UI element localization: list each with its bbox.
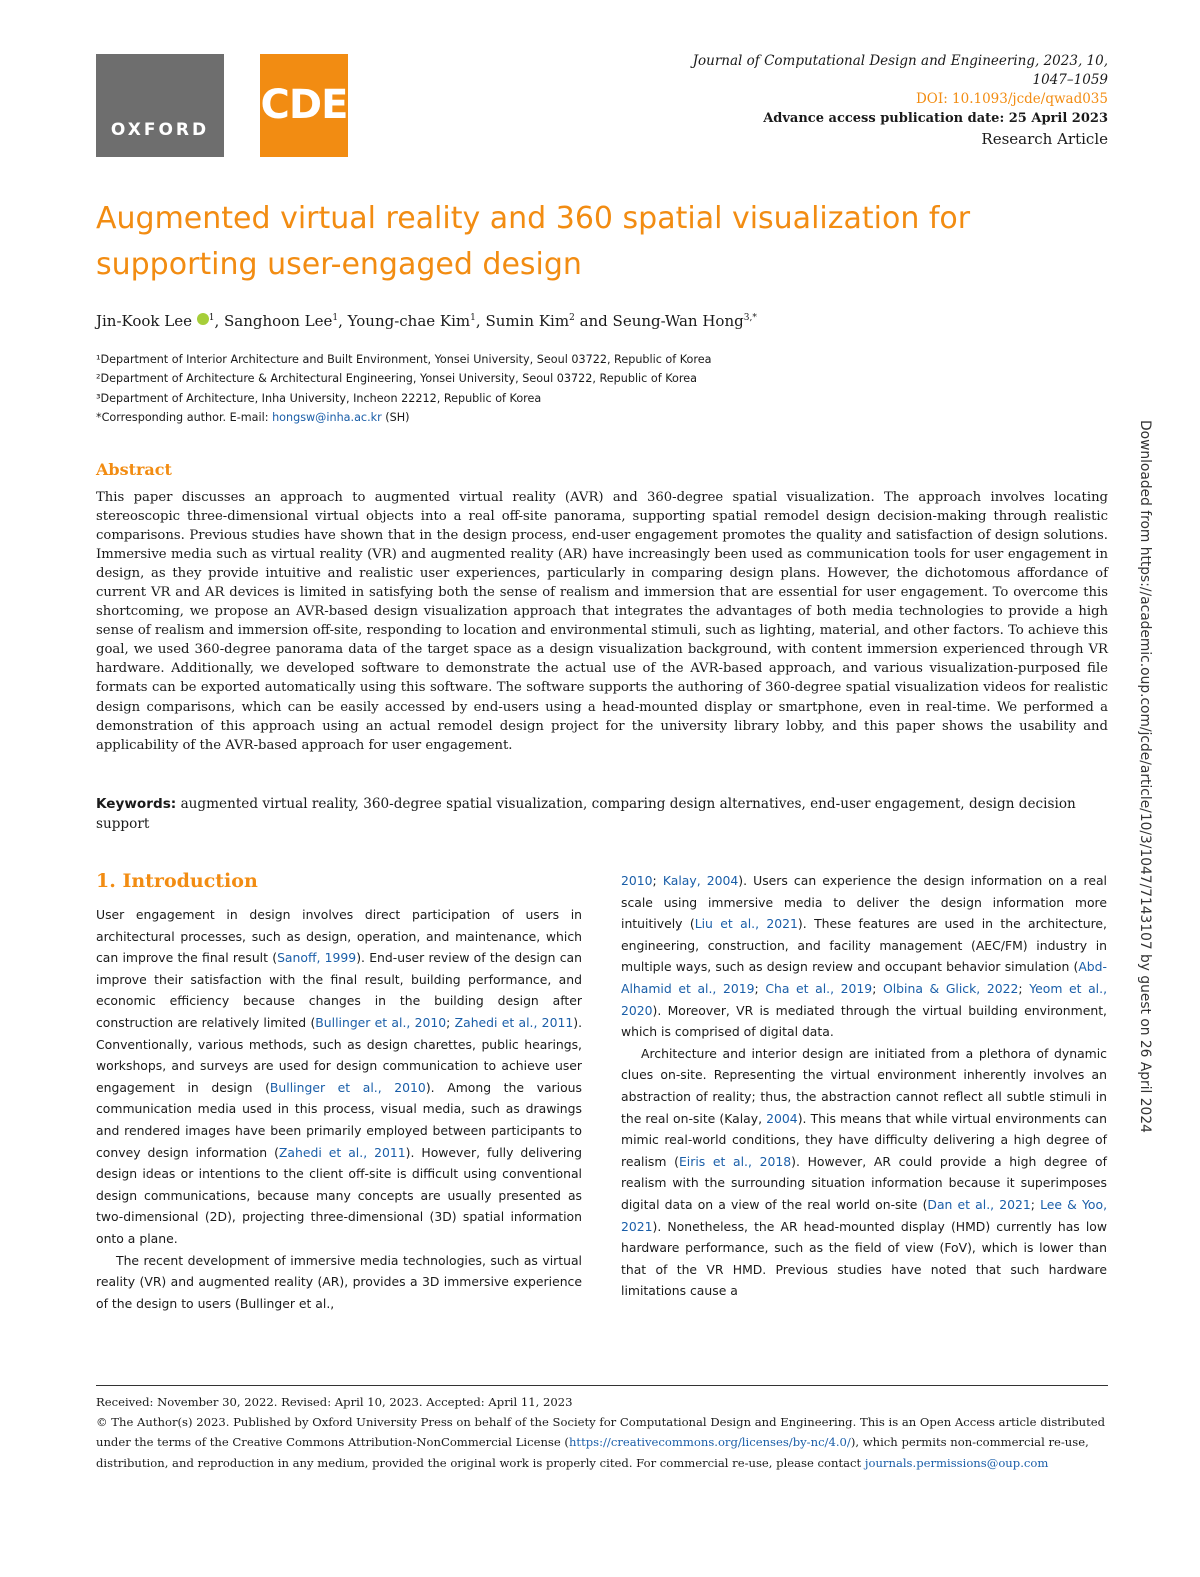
journal-citation-line2: 1047–1059: [1032, 72, 1108, 88]
article-type: Research Article: [981, 130, 1108, 148]
footer-divider: [96, 1385, 1108, 1386]
citation-link[interactable]: Bullinger et al., 2010: [269, 1079, 426, 1095]
author-name[interactable]: , Sanghoon Lee: [214, 312, 333, 330]
section-heading-introduction: 1. Introduction: [96, 870, 258, 892]
citation-link[interactable]: Kalay, 2004: [662, 873, 739, 888]
paragraph: User engagement in design involves direct participation of users in architectural processes, such as design, operation, and maintenance, which can improve the final result (Sanoff, 1999). End-user review of the design can improve their satisfaction with the final result, building performance, and economic efficiency because changes in the building design after construction are relatively limited (Bullinger et al., 2010; Zahedi et al., 2011). Conventionally, various methods, such as design charettes, public hearings, workshops, and surveys are used for design communication to achieve user engagement in design (Bullinger et al., 2010). Among the various communication media used in this process, visual media, such as drawings and rendered images have been primarily employed between participants to convey design information (Zahedi et al., 2011). However, fully delivering design ideas or intentions to the client off-site is difficult using conventional design communications, because many concepts are usually presented as two-dimensional (2D), projecting three-dimensional (3D) spatial information onto a plane.: [96, 907, 583, 1246]
download-watermark-text: Downloaded from https://academic.oup.com/jcde/article/10/3/1047/7143107 by guest on 26 April 2024: [1137, 420, 1153, 1133]
citation-link[interactable]: Olbina & Glick, 2022: [882, 980, 1019, 996]
author-list: [96, 312, 757, 330]
affil-sup: 1: [208, 313, 215, 323]
citation-link[interactable]: Zahedi et al., 2011: [454, 1014, 574, 1030]
citation-link[interactable]: Sanoff, 1999: [277, 950, 357, 966]
author-name[interactable]: , Young-chae Kim: [338, 312, 471, 330]
footer-notes: [96, 1392, 1108, 1473]
citation-link[interactable]: Liu et al., 2021: [694, 916, 798, 932]
journal-header: [693, 52, 1108, 149]
citation-link[interactable]: Dan et al., 2021: [927, 1196, 1031, 1212]
citation-link[interactable]: Zahedi et al., 2011: [278, 1144, 406, 1160]
license-link[interactable]: https://creativecommons.org/licenses/by-nc/4.0/: [568, 1435, 851, 1450]
citation-link[interactable]: Abd-Alhamid et al., 2019: [621, 959, 1107, 996]
citation-link[interactable]: Eiris et al., 2018: [678, 1153, 792, 1169]
affil-sup: 2: [569, 313, 575, 323]
citation-link[interactable]: Cha et al., 2019: [765, 980, 873, 996]
paragraph: 2010; Kalay, 2004). Users can experience the design information on a real scale using immersive media to deliver the design information more intuitively (Liu et al., 2021). These features are used in the architecture, engineering, construction, and facility management (AEC/FM) industry in multiple ways, such as design review and occupant behavior simulation (Abd-Alhamid et al., 2019; Cha et al., 2019; Olbina & Glick, 2022; Yeom et al., 2020). Moreover, VR is mediated through the virtual building environment, which is comprised of digital data.: [621, 873, 1108, 1040]
keywords-label: Keywords:: [96, 796, 177, 812]
right-column: [621, 870, 1107, 1302]
citation-link[interactable]: Lee & Yoo, 2021: [621, 1196, 1108, 1234]
citation-link[interactable]: 2004: [766, 1110, 798, 1126]
affiliations: [96, 350, 711, 427]
affiliation-2: ²Department of Architecture & Architectural Engineering, Yonsei University, Seoul 03722, Republic of Korea: [96, 372, 697, 386]
citation-link[interactable]: Yeom et al., 2020: [621, 980, 1108, 1018]
left-column: [96, 904, 582, 1314]
corresponding-email-link[interactable]: hongsw@inha.ac.kr: [272, 410, 382, 424]
citation-link[interactable]: 2010: [621, 873, 653, 888]
doi-link[interactable]: DOI: 10.1093/jcde/qwad035: [915, 91, 1108, 107]
download-watermark: [1133, 420, 1157, 1160]
paragraph: The recent development of immersive media technologies, such as virtual reality (VR) and augmented reality (AR), provides a 3D immersive experience of the design to users (Bullinger et al.,: [96, 1252, 582, 1311]
cde-journal-logo: CDE: [260, 54, 348, 157]
license-statement: © The Author(s) 2023. Published by Oxford University Press on behalf of the Society for Computational Design and Engineering. This is an Open Access article distributed under the terms of the Creative Commons Attribution-NonCommercial License (https://creativecommons.org/licenses/by-nc/4.0/), which permits non-commercial re-use, distribution, and reproduction in any medium, provided the original work is properly cited. For commercial re-use, please contact journals.permissions@oup.com: [96, 1415, 1106, 1470]
author-name[interactable]: and Seung-Wan Hong: [574, 312, 744, 330]
corresponding-author: *Corresponding author. E-mail: hongsw@inha.ac.kr (SH): [96, 410, 410, 424]
abstract-text: This paper discusses an approach to augmented virtual reality (AVR) and 360-degree spatial visualization. The approach involves locating stereoscopic three-dimensional virtual objects into a real off-site panorama, supporting spatial remodel design decision-making through realistic comparisons. Previous studies have shown that in the design process, end-user engagement promotes the quality and satisfaction of design solutions. Immersive media such as virtual reality (VR) and augmented reality (AR) have increasingly been used as communication tools for user engagement in design, as they provide intuitive and realistic user experiences, particularly in comparing design plans. However, the dichotomous affordance of current VR and AR devices is limited in satisfying both the sense of realism and immersion that are essential for user engagement. To overcome this shortcoming, we propose an AVR-based design visualization approach that integrates the advantages of both media technologies to provide a high sense of realism and immersion off-site, responding to location and environmental stimuli, such as lighting, material, and other factors. To achieve this goal, we used 360-degree panorama data of the target space as a design visualization background, with content immersion experienced through VR hardware. Additionally, we developed software to demonstrate the actual use of the AVR-based approach, and various visualization-purposed file formats can be exported automatically using this software. The software supports the authoring of 360-degree spatial visualization videos for realistic design comparisons, which can be easily accessed by end-users using a head-mounted display or smartphone, even in real-time. We performed a demonstration of this approach using an actual remodel design project for the university library lobby, and this paper shows the usability and applicability of the AVR-based approach for user engagement.: [96, 490, 1108, 753]
affiliation-3: ³Department of Architecture, Inha University, Incheon 22212, Republic of Korea: [96, 391, 542, 405]
affil-sup: 1: [332, 313, 339, 323]
keywords-list: augmented virtual reality, 360-degree spatial visualization, comparing design alternatives, end-user engagement, design decision support: [96, 796, 1076, 832]
orcid-icon[interactable]: [197, 313, 209, 325]
oxford-logo: OXFORD: [96, 54, 224, 157]
paragraph: Architecture and interior design are initiated from a plethora of dynamic clues on-site. Representing the virtual environment inherently involves an abstraction of reality; thus, the abstraction cannot reflect all subtle stimuli in the real on-site (Kalay, 2004). This means that while virtual environments can mimic real-world conditions, they have difficulty delivering a high degree of realism (Eiris et al., 2018). However, AR could provide a high degree of realism with the surrounding situation information because it superimposes digital data on a view of the real world on-site (Dan et al., 2021; Lee & Yoo, 2021). Nonetheless, the AR head-mounted display (HMD) currently has low hardware performance, such as the field of view (FoV), which is lower than that of the VR HMD. Previous studies have noted that such hardware limitations cause a: [621, 1045, 1108, 1299]
author-name[interactable]: Jin-Kook Lee: [96, 312, 192, 330]
journal-citation-line1: Journal of Computational Design and Engineering, 2023, 10,: [692, 53, 1108, 69]
author-name[interactable]: , Sumin Kim: [475, 312, 570, 330]
abstract-heading: Abstract: [96, 460, 172, 479]
affil-sup: 3,*: [743, 313, 757, 323]
advance-access-date: Advance access publication date: 25 April 2023: [763, 111, 1108, 126]
permissions-email-link[interactable]: journals.permissions@oup.com: [864, 1455, 1049, 1470]
received-dates: Received: November 30, 2022. Revised: April 10, 2023. Accepted: April 11, 2023: [96, 1395, 573, 1409]
affil-sup: 1: [470, 313, 476, 323]
article-title: Augmented virtual reality and 360 spatial visualization for supporting user-engaged design: [96, 201, 971, 282]
keywords: [96, 794, 1108, 834]
citation-link[interactable]: Bullinger et al., 2010: [315, 1014, 447, 1030]
affiliation-1: ¹Department of Interior Architecture and Built Environment, Yonsei University, Seoul 03722, Republic of Korea: [96, 353, 712, 366]
